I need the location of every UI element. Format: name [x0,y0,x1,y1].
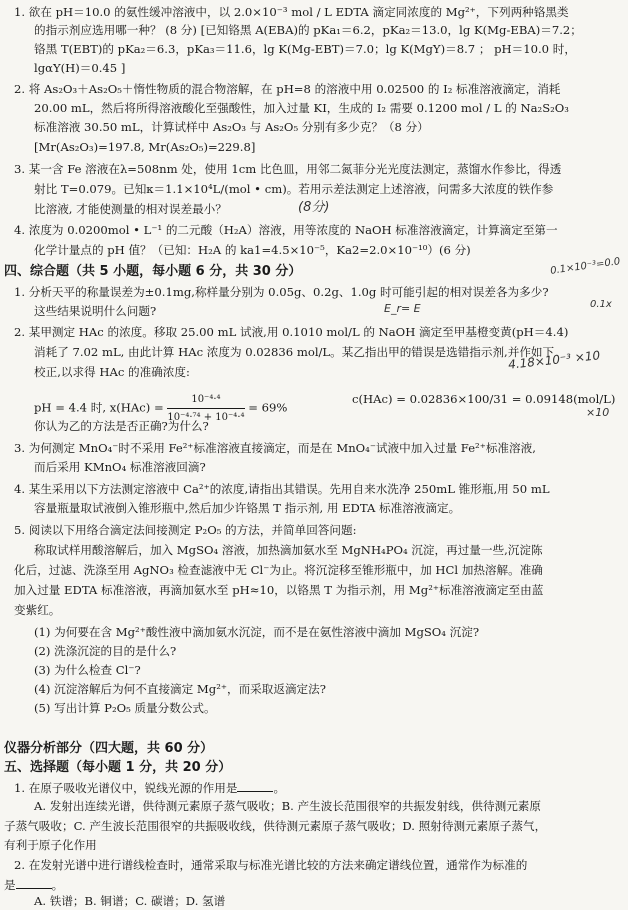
handwritten-note-result: 4.18×10⁻³ ×10 [507,348,601,372]
s5q1-line1 [14,779,628,797]
q1-line4: lgαY(H)＝0.45 ] [34,61,126,75]
s4q5-sub1: (1) 为何要在含 Mg²⁺酸性液中滴加氨水沉淀，而不是在氨性溶液中滴加 MgSO₄ 沉淀? [34,625,480,639]
s4q5-sub2: (2) 洗涤沉淀的目的是什么? [34,644,177,658]
s5q1-line3: 子蒸气吸收；C. 产生波长范围很窄的共振吸收线，供待测元素原子蒸气吸收；D. 照射待测元素原子蒸气， [4,819,547,833]
s4q5-sub4: (4) 沉淀溶解后为何不直接滴定 Mg²⁺，而采取返滴定法? [34,682,326,696]
handwritten-note-calc: 0.1×10⁻³=0.0 [549,256,622,277]
handwritten-note-mult: ×10 [586,406,610,419]
q1-line3: 铬黑 T(EBT)的 pKa₂＝6.3，pKa₃＝11.6，lg K(Mg-EBT)＝7.0；lg K(MgY)＝8.7 ； pH＝10.0 时， [34,42,576,56]
handwritten-note-small: 0.1x [590,299,612,310]
s4q5-line4: 加入过量 EDTA 标准溶液，再滴加氨水至 pH≈10，以铬黑 T 为指示剂，用 Mg²⁺标准溶液滴定至由蓝 [14,583,544,597]
s4q5-line3: 化后，过滤、洗涤至用 AgNO₃ 检查滤液中无 Cl⁻为止。将沉淀移至锥形瓶中，加 HCl 加热溶解。准确 [14,563,543,577]
s4q5-sub3: (3) 为什么检查 Cl⁻? [34,663,141,677]
s4q2-line2: 消耗了 7.02 mL, 由此计算 HAc 浓度为 0.02836 mol/L。某乙指出甲的错误是选错指示剂,并作如下 [34,345,555,359]
s4q5-line1: 5. 阅读以下用络合滴定法间接测定 P₂O₅ 的方法，并简单回答问题: [14,523,357,537]
q2-line2: 20.00 mL，然后将所得溶液酸化至强酸性，加入过量 KI，生成的 I₂ 需要 0.1200 mol / L 的 Na₂S₂O₃ [34,101,569,115]
formula-numerator: 10⁻⁴·⁴ [167,391,244,409]
q2-line4: [Mr(As₂O₃)=197.8, Mr(As₂O₅)=229.8] [34,140,256,154]
formula-result: = 69% [248,400,288,415]
s4q2-line1: 2. 某甲测定 HAc 的浓度。移取 25.00 mL 试液,用 0.1010 mol/L 的 NaOH 滴定至甲基橙变黄(pH＝4.4) [14,325,569,339]
section-5-title: 五、选择题（每小题 1 分，共 20 分） [4,760,232,775]
s4q2-line4: 你认为乙的方法是否正确?为什么? [34,419,209,433]
handwritten-note-score: (8分) [298,200,330,215]
answer-blank[interactable] [16,876,52,889]
part2-title: 仪器分析部分（四大题，共 60 分） [4,741,214,756]
s5q1-line4: 有利于原子化作用 [4,838,97,852]
q3-line3: 比溶液, 才能使测量的相对误差最小？ [34,202,227,216]
s5q2-stem: 是 [4,878,16,892]
formula-right: c(HAc) = 0.02836×100/31 = 0.09148(mol/L) [352,392,616,406]
q3-line1: 3. 某一含 Fe 溶液在λ=508nm 处，使用 1cm 比色皿，用邻二氮菲分光光度法测定，蒸馏水作参比，得透 [14,162,562,176]
s4q1-line1: 1. 分析天平的称量误差为±0.1mg,称样量分别为 0.05g、0.2g、1.0g 时可能引起的相对误差各为多少? [14,285,549,299]
s4q3-line1: 3. 为何测定 MnO₄⁻时不采用 Fe²⁺标准溶液直接滴定，而是在 MnO₄⁻试液中加入过量 Fe²⁺标准溶液, [14,441,536,455]
s5q2-stem-end: 。 [51,878,64,892]
q3-line2: 射比 T=0.079。已知κ＝1.1×10⁴L/(mol • cm)。若用示差法测定上述溶液，问需多大浓度的铁作参 [34,182,554,196]
s4q2-line3: 校正,以求得 HAc 的准确浓度: [34,365,190,379]
s4q5-sub5: (5) 写出计算 P₂O₅ 质量分数公式。 [34,701,216,715]
handwritten-note-error: E_r= E [384,302,421,315]
s4q4-line2: 容量瓶量取试液倒入锥形瓶中,然后加少许铬黑 T 指示剂, 用 EDTA 标准溶液滴定。 [34,501,461,515]
s4q5-line5: 变紫红。 [14,603,61,617]
q2-line1: 2. 将 As₂O₃＋As₂O₅＋惰性物质的混合物溶解，在 pH=8 的溶液中用 0.02500 的 I₂ 标准溶液滴定，消耗 [14,82,561,96]
q1-line1: 1. 欲在 pH＝10.0 的氨性缓冲溶液中，以 2.0×10⁻³ mol / L EDTA 滴定同浓度的 Mg²⁺，下列两种铬黑类 [14,5,569,19]
s5q2-line1: 2. 在发射光谱中进行谱线检查时，通常采取与标准光谱比较的方法来确定谱线位置，通常作为标准的 [14,858,528,872]
s4q3-line2: 而后采用 KMnO₄ 标准溶液回滴? [34,460,206,474]
s4q1-line2: 这些结果说明什么问题? [34,304,157,318]
s4q5-line2: 称取试样用酸溶解后，加入 MgSO₄ 溶液，加热滴加氨水至 MgNH₄PO₄ 沉淀，再过量一些,沉淀陈 [34,543,543,557]
s5q1-stem: 1. 在原子吸收光谱仪中，锐线光源的作用是 [14,781,238,795]
formula-left: pH = 4.4 时, x(HAc) = [34,400,164,415]
q4-line2: 化学计量点的 pH 值？（已知：H₂A 的 ka1=4.5×10⁻⁵，Ka2=2.0×10⁻¹⁰）(6 分) [34,243,471,257]
s5q2-line3: A. 铁谱；B. 铜谱；C. 碳谱；D. 氢谱 [34,894,226,908]
section-4-title: 四、综合题（共 5 小题，每小题 6 分，共 30 分） [4,264,302,279]
answer-blank[interactable] [237,779,273,792]
s5q1-stem-end: 。 [273,781,286,795]
formula-denominator: 10⁻⁴·⁷⁴ + 10⁻⁴·⁴ [167,412,245,423]
q4-line1: 4. 浓度为 0.0200mol • L⁻¹ 的二元酸（H₂A）溶液，用等浓度的 NaOH 标准溶液滴定，计算滴定至第一 [14,223,558,237]
s5q1-line2: A. 发射出连续光谱，供待测元素原子蒸气吸收；B. 产生波长范围很窄的共振发射线，供待测元素原 [34,799,541,813]
q2-line3: 标准溶液 30.50 mL，计算试样中 As₂O₃ 与 As₂O₅ 分别有多少克？（8 分） [34,120,429,134]
s4q4-line1: 4. 某生采用以下方法测定溶液中 Ca²⁺的浓度,请指出其错误。先用自来水洗净 250mL 锥形瓶,用 50 mL [14,482,550,496]
s5q2-line2 [4,876,628,894]
q1-line2: 的指示剂应选用哪一种？ (8 分) [已知铬黑 A(EBA)的 pKa₁＝6.2，pKa₂＝13.0，lg K(Mg-EBA)＝7.2； [34,23,582,37]
